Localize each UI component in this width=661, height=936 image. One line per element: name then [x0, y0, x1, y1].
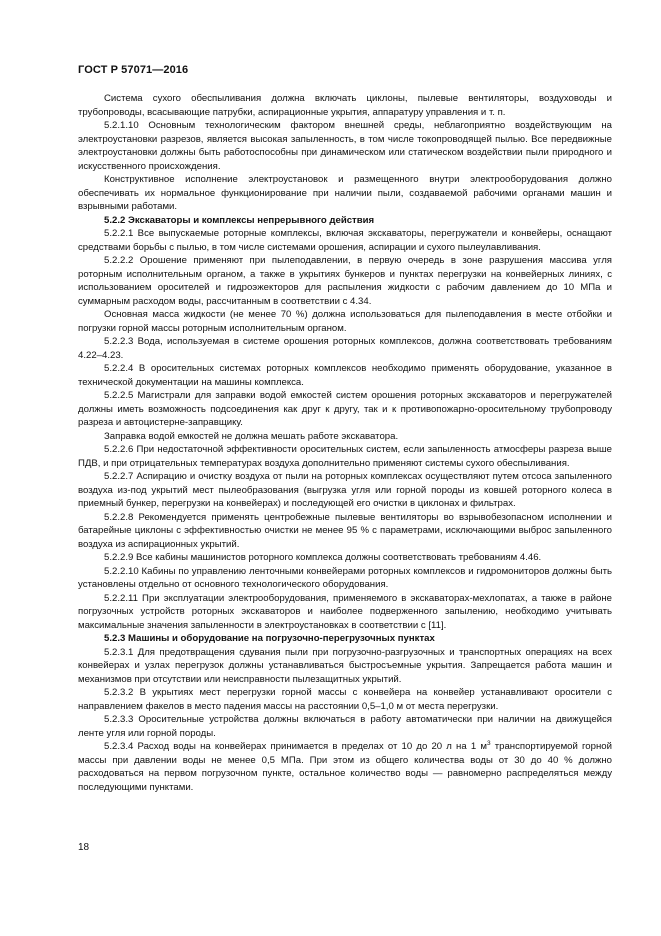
- paragraph: 5.2.3.1 Для предотвращения сдувания пыли при погрузочно-разгрузочных и транспортных операциях на всех конвейерах и узлах перегрузок должны устанавливаться быстросъемные укрытия. Запрещается работа машин и механизмов при отсутствии или неисправности пылезащитных укрытий.: [78, 646, 612, 685]
- paragraph: Система сухого обеспыливания должна включать циклоны, пылевые вентиляторы, воздуховоды и трубопроводы, всасывающие патрубки, аспирационные укрытия, аппаратуру управления и т. п.: [78, 93, 612, 118]
- page-number: 18: [78, 842, 90, 853]
- paragraph: 5.2.2.4 В оросительных системах роторных комплексов необходимо применять оборудование, указанное в технической документации на машины комплекса.: [78, 363, 612, 388]
- paragraph: 5.2.2.6 При недостаточной эффективности оросительных систем, если запыленность атмосферы разреза выше ПДВ, и при отрицательных температурах воздуха дополнительно применяют системы сухого обеспыливания.: [78, 444, 612, 469]
- paragraph-part: транспортируемой горной массы при давлении воды не менее 0,5 МПа. При этом из общего количества воды от 30 до 40 % должно расходоваться на первом погрузочном пункте, остальное количество воды — равномерно распределяться между последующими пунктами.: [78, 741, 612, 793]
- paragraph: 5.2.2.7 Аспирацию и очистку воздуха от пыли на роторных комплексах осуществляют путем отсоса запыленного воздуха из-под укрытий мест пылеобразования (выгрузка угля или горной породы из ковшей роторного колеса в приемный бункер, перегрузки на конвейерах) и последующей его очистки в циклонах и фильтрах.: [78, 471, 612, 509]
- section-heading: 5.2.2 Экскаваторы и комплексы непрерывного действия: [104, 214, 375, 226]
- paragraph: 5.2.3.2 В укрытиях мест перегрузки горной массы с конвейера на конвейер устанавливают оросители с направлением факелов в место падения массы на расстоянии 0,5–1,0 м от места перегрузки.: [78, 687, 612, 712]
- paragraph: 5.2.2.5 Магистрали для заправки водой емкостей систем орошения роторных экскаваторов и перегружателей должны иметь возможность подсоединения как друг к другу, так и к противопожарно-оросительному трубопроводу разреза и автоцистерне-заправщику.: [78, 390, 612, 428]
- section-heading: 5.2.3 Машины и оборудование на погрузочно-перегрузочных пунктах: [104, 633, 435, 644]
- superscript: 3: [486, 739, 491, 747]
- document-header: ГОСТ Р 57071—2016: [78, 64, 189, 76]
- paragraph-part: 5.2.3.4 Расход воды на конвейерах принимается в пределах от 10 до 20 л на 1 м: [104, 741, 487, 752]
- document-body: [78, 92, 612, 794]
- paragraph: 5.2.1.10 Основным технологическим фактором внешней среды, неблагоприятно воздействующим на электроустановки разрезов, является высокая запыленность, в том числе токопроводящей пылью. Все передвижные электроустановки должны быть работоспособны при динамическом или статическом воздействии пыли природного и искусственного происхождения.: [78, 120, 612, 172]
- paragraph: 5.2.2.2 Орошение применяют при пылеподавлении, в первую очередь в зоне разрушения массива угля роторным исполнительным органом, а также в укрытиях бункеров и пунктах перегрузки на конвейерных линиях, с использованием оросителей и гидроэжекторов для распыления жидкости с рабочим давлением до 10 МПа и суммарным расходом воды, рассчитанным в соответствии с 4.34.: [78, 255, 612, 307]
- paragraph: 5.2.2.3 Вода, используемая в системе орошения роторных комплексов, должна соответствовать требованиям 4.22–4.23.: [78, 336, 612, 361]
- paragraph: Основная масса жидкости (не менее 70 %) должна использоваться для пылеподавления в месте отбойки и погрузки горной массы роторным исполнительным органом.: [78, 309, 612, 334]
- paragraph: Заправка водой емкостей не должна мешать работе экскаватора.: [104, 430, 399, 442]
- paragraph: 5.2.2.1 Все выпускаемые роторные комплексы, включая экскаваторы, перегружатели и конвейеры, оснащают средствами борьбы с пылью, в том числе системами орошения, аспирации и сухого пылеулавливания.: [78, 228, 612, 253]
- paragraph-last: [78, 740, 612, 794]
- paragraph: 5.2.2.9 Все кабины машинистов роторного комплекса должны соответствовать требованиям 4.46.: [104, 552, 542, 563]
- paragraph: Конструктивное исполнение электроустановок и размещенного внутри электрооборудования должно обеспечивать их нормальное функционирование при наличии пыли, создаваемой рабочими органами машин и взрывными работами.: [78, 174, 612, 212]
- paragraph: 5.2.2.10 Кабины по управлению ленточными конвейерами роторных комплексов и гидромониторов должны быть установлены отдельно от основного технологического оборудования.: [78, 565, 612, 590]
- paragraph: 5.2.2.11 При эксплуатации электрооборудования, применяемого в экскаваторах-мехлопатах, а также в районе погрузочных устройств роторных экскаваторов и наиболее подверженного запылению, необходимо учитывать максимальные значения запыленности в электроустановках в соответствии с [11].: [78, 592, 612, 631]
- paragraph: 5.2.2.8 Рекомендуется применять центробежные пылевые вентиляторы во взрывобезопасном исполнении и батарейные циклоны с эффективностью очистки не менее 95 % с параметрами, исключающими выброс запыленного воздуха из аспирационных укрытий.: [78, 511, 612, 550]
- paragraph: 5.2.3.3 Оросительные устройства должны включаться в работу автоматически при наличии на движущейся ленте угля или горной породы.: [78, 714, 612, 739]
